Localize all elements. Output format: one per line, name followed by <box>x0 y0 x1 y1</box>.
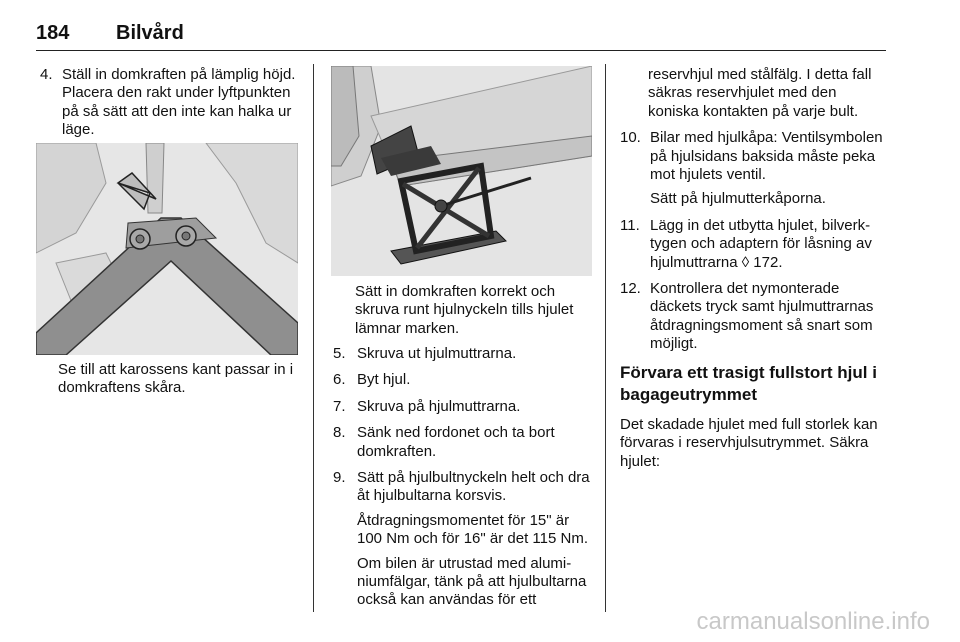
step-9-torque-note: Åtdragningsmomentet för 15" är 100 Nm och för 16" är det 115 Nm. <box>357 511 588 548</box>
column-2-steps <box>333 345 595 618</box>
page-number: 184 <box>36 22 70 44</box>
jack-point-drawing <box>36 143 298 355</box>
jack-raising-illustration <box>331 66 592 276</box>
step-10 <box>620 129 888 209</box>
figure-caption-2-wrap <box>355 283 595 338</box>
step-5 <box>333 345 595 363</box>
step-text: Lägg in det utbytta hjulet, bilverktygen och adaptern för låsning av hjulmuttrarna ◊ 172. <box>650 216 872 271</box>
step-number: 11. <box>620 216 640 234</box>
step-number: 12. <box>620 280 641 298</box>
figure-caption-1: Se till att karossens kant passar in i domkraftens skåra. <box>58 361 294 397</box>
watermark: carmanualsonline.info <box>696 608 930 635</box>
step-text: Ställ in domkraften på lämplig höjd. Placera den rakt under lyftpunkten på så sätt att den inte kan halka ur läge. <box>62 66 296 139</box>
figure-caption-2: Sätt in domkraften korrekt och skruva runt hjulnyckeln tills hjulet lämnar marken. <box>355 283 574 337</box>
section-body: Det skadade hjulet med full storlek kan förvaras i reservhjulsutrymmet. Säkra hjulet: <box>620 415 878 470</box>
jack-placement-illustration <box>36 143 298 355</box>
step-number: 9. <box>333 469 346 487</box>
step-number: 6. <box>333 371 346 389</box>
column-3 <box>620 66 888 471</box>
step-10-note: Sätt på hjulmutterkåporna. <box>650 190 826 208</box>
step-number: 8. <box>333 424 346 442</box>
step-number: 10. <box>620 129 641 147</box>
step-text: Sänk ned fordonet och ta bort domkraften. <box>357 424 555 460</box>
column-1 <box>40 66 302 148</box>
step-text: Bilar med hjulkåpa: Ventilsymbolen på hjulsidans baksida måste peka mot hjulets ventil. <box>650 129 883 184</box>
figure-caption-1-wrap <box>58 361 302 398</box>
section-heading: Förvara ett trasigt fullstort hjul i bagageutrymmet <box>620 362 877 404</box>
step-text: Byt hjul. <box>357 371 411 389</box>
step-11 <box>620 217 888 272</box>
step-text: Kontrollera det nymonterade däckets tryck samt hjulmuttrarnas åtdragningsmoment så snart som möjligt. <box>650 280 874 353</box>
step-12 <box>620 280 888 354</box>
header-rule <box>36 50 886 51</box>
section-title: Bilvård <box>116 22 184 44</box>
step-text: Skruva ut hjulmuttrarna. <box>357 345 517 362</box>
column-divider-1 <box>313 64 314 612</box>
step-4 <box>40 66 302 140</box>
step-text: Skruva på hjulmuttrarna. <box>357 397 521 415</box>
step-6 <box>333 371 595 389</box>
step-9 <box>333 469 595 610</box>
step-text: Sätt på hjulbultnyckeln helt och dra åt hjulbultarna korsvis. <box>357 469 590 505</box>
step-number: 7. <box>333 397 346 415</box>
column-divider-2 <box>605 64 606 612</box>
continued-text: reservhjul med stålfälg. I detta fall säkras reservhjulet med den koniska kontakten på varje bult. <box>648 66 872 120</box>
step-9-alloy-note: Om bilen är utrustad med aluminiumfälgar, tänk på att hjulbultarna också kan användas för ett <box>357 554 587 609</box>
step-8 <box>333 424 595 461</box>
step-7 <box>333 398 595 416</box>
jack-drawing <box>331 66 592 276</box>
step-number: 5. <box>333 345 346 362</box>
step-number: 4. <box>40 66 53 83</box>
